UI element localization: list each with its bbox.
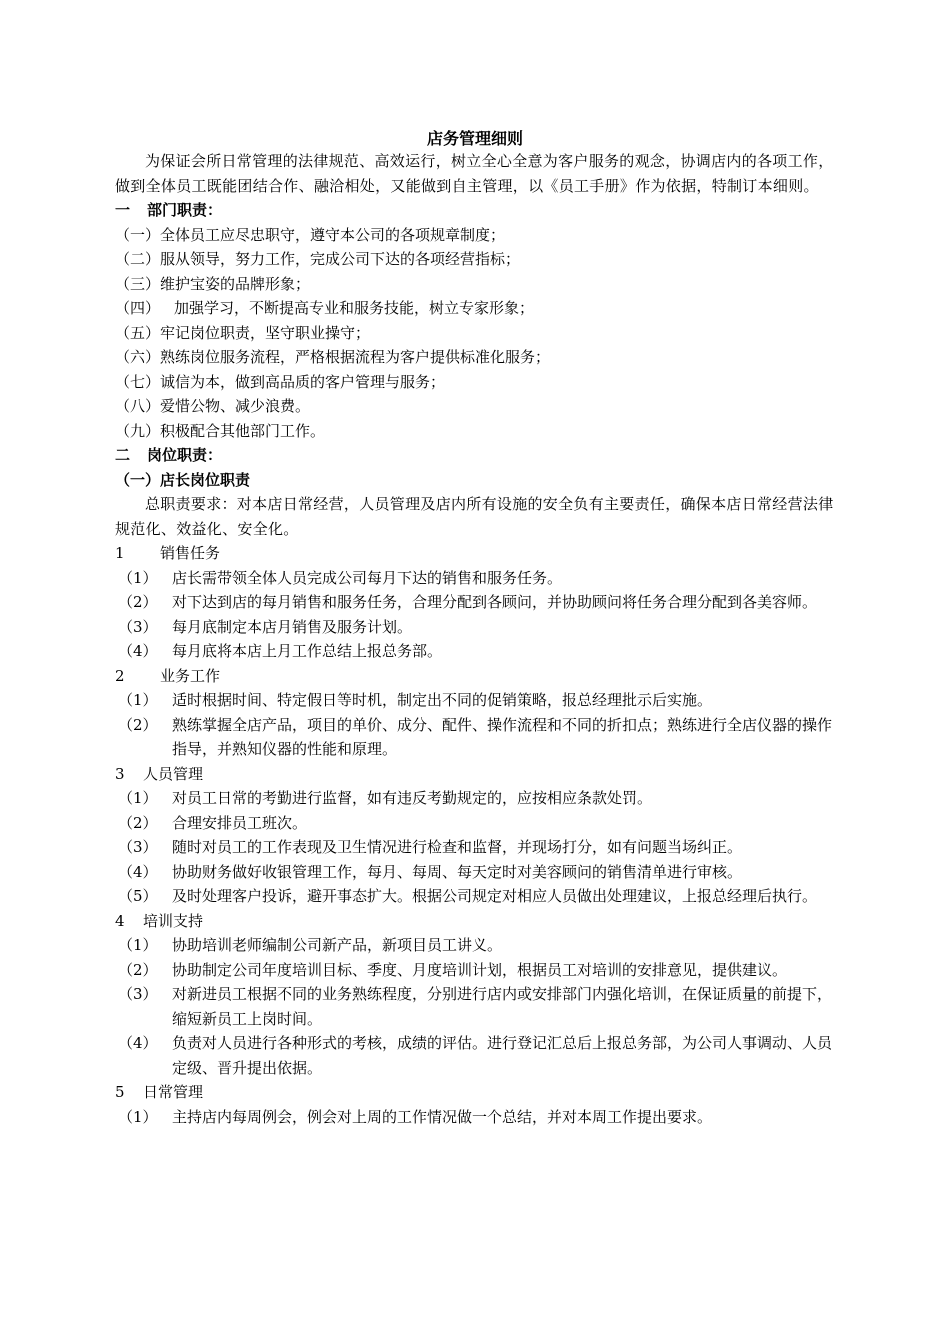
category-number: 2 [115,666,125,685]
numbered-item [115,566,841,591]
numbered-item-text: 每月底制定本店月销售及服务计划。 [172,617,413,636]
category-number: 5 [115,1083,125,1101]
numbered-item [115,590,841,615]
numbered-item [115,958,841,983]
category-number: 4 [115,911,125,930]
category-number: 3 [115,764,125,783]
section-1-items [115,223,841,444]
list-item-text: 爱惜公物、减少浪费。 [160,397,311,415]
numbered-item-label: （4） [118,862,158,881]
document-body [115,149,841,1129]
list-item [115,247,841,272]
list-item-text: 全体员工应尽忠职守，遵守本公司的各项规章制度； [160,225,506,244]
numbered-item-label: （1） [118,936,158,954]
list-item [115,321,841,346]
numbered-item [115,835,841,860]
list-item-text: 诚信为本，做到高品质的客户管理与服务； [160,372,446,391]
list-item [115,272,841,297]
category-title: 业务工作 [160,666,221,685]
section-1-number: 一 [115,201,131,219]
numbered-item-label: （1） [118,789,158,807]
list-item-label: （二） [115,250,161,268]
list-item-label: （五） [115,323,161,342]
numbered-item-text: 适时根据时间、特定假日等时机，制定出不同的促销策略，报总经理批示后实施。 [172,691,713,709]
numbered-item-text: 对新进员工根据不同的业务熟练程度，分别进行店内或安排部门内强化培训，在保证质量的前提下，缩短新员工上岗时间。 [172,985,833,1028]
list-item-label: （九） [115,421,161,440]
section-2-heading [115,443,841,468]
category-heading [115,1080,841,1105]
numbered-item [115,982,841,1031]
numbered-item-label: （5） [118,887,158,905]
numbered-item [115,933,841,958]
numbered-item-text: 熟练掌握全店产品，项目的单价、成分、配件、操作流程和不同的折扣点；熟练进行全店仪器的操作指导，并熟知仪器的性能和原理。 [172,715,833,758]
numbered-item [115,860,841,885]
numbered-item-text: 店长需带领全体人员完成公司每月下达的销售和服务任务。 [172,568,563,587]
list-item-label: （六） [115,348,161,366]
category-heading [115,909,841,934]
numbered-item-label: （2） [118,960,158,979]
numbered-item [115,615,841,640]
numbered-item-label: （3） [118,985,158,1003]
numbered-item-text: 主持店内每周例会，例会对上周的工作情况做一个总结，并对本周工作提出要求。 [172,1107,713,1126]
numbered-item-text: 对下达到店的每月销售和服务任务，合理分配到各顾问，并协助顾问将任务合理分配到各美容师。 [172,593,818,611]
numbered-item-text: 每月底将本店上月工作总结上报总务部。 [172,642,443,660]
list-item-label: （四） [115,299,161,317]
section-2-categories [115,541,841,1129]
list-item [115,345,841,370]
numbered-item-label: （2） [118,593,158,611]
numbered-item-text: 对员工日常的考勤进行监督，如有违反考勤规定的，应按相应条款处罚。 [172,789,653,807]
numbered-item-label: （1） [118,1107,158,1126]
list-item [115,419,841,444]
numbered-item [115,1031,841,1080]
category-heading [115,762,841,787]
list-item-label: （一） [115,225,161,244]
list-item [115,296,841,321]
numbered-item-label: （1） [118,568,158,587]
list-item-text: 牢记岗位职责，坚守职业操守； [160,323,371,342]
numbered-item-text: 协助财务做好收银管理工作，每月、每周、每天定时对美容顾问的销售清单进行审核。 [172,862,743,881]
numbered-item-text: 随时对员工的工作表现及卫生情况进行检查和监督，并现场打分，如有问题当场纠正。 [172,838,743,856]
list-item [115,223,841,248]
category-heading [115,664,841,689]
list-item [115,370,841,395]
numbered-item [115,713,841,762]
numbered-item [115,811,841,836]
numbered-item-label: （4） [118,1034,158,1052]
list-item-label: （三） [115,274,161,293]
numbered-item [115,786,841,811]
list-item-text: 加强学习，不断提高专业和服务技能，树立专家形象； [174,299,535,317]
numbered-item [115,639,841,664]
list-item-text: 积极配合其他部门工作。 [160,421,326,440]
numbered-item-label: （3） [118,617,158,636]
list-item-label: （七） [115,372,161,391]
subsection-title: （一）店长岗位职责 [115,470,251,489]
numbered-item-text: 合理安排员工班次。 [172,813,308,832]
numbered-item-label: （1） [118,691,158,709]
section-2-number: 二 [115,446,131,464]
numbered-item-label: （2） [118,813,158,832]
numbered-item-text: 协助制定公司年度培训目标、季度、月度培训计划，根据员工对培训的安排意见，提供建议。 [172,960,788,979]
intro-paragraph: 为保证会所日常管理的法律规范、高效运行，树立全心全意为客户服务的观念，协调店内的各项工作，做到全体员工既能团结合作、融洽相处，又能做到自主管理，以《员工手册》作为依据，特制订本细则。 [115,152,834,195]
section-1-title: 部门职责： [147,201,223,219]
category-title: 培训支持 [143,911,204,930]
list-item-text: 服从领导，努力工作，完成公司下达的各项经营指标； [160,250,521,268]
numbered-item-text: 负责对人员进行各种形式的考核，成绩的评估。进行登记汇总后上报总务部，为公司人事调动、人员定级、晋升提出依据。 [172,1034,833,1077]
category-title: 日常管理 [143,1083,204,1101]
list-item-text: 熟练岗位服务流程，严格根据流程为客户提供标准化服务； [160,348,551,366]
category-number: 1 [115,544,125,562]
numbered-item [115,884,841,909]
list-item [115,394,841,419]
numbered-item-label: （2） [118,715,158,734]
numbered-item-text: 协助培训老师编制公司新产品，新项目员工讲义。 [172,936,503,954]
numbered-item [115,1105,841,1130]
numbered-item-label: （4） [118,642,158,660]
document-title: 店务管理细则 [426,129,523,148]
list-item-text: 维护宝姿的品牌形象； [160,274,311,293]
category-heading [115,541,841,566]
category-title: 销售任务 [160,544,221,562]
category-title: 人员管理 [143,764,204,783]
section-1-heading [115,198,841,223]
section-2-title: 岗位职责： [147,446,223,464]
list-item-label: （八） [115,397,161,415]
summary-paragraph: 总职责要求：对本店日常经营，人员管理及店内所有设施的安全负有主要责任，确保本店日常经营法律规范化、效益化、安全化。 [115,495,834,538]
numbered-item-label: （3） [118,838,158,856]
numbered-item-text: 及时处理客户投诉，避开事态扩大。根据公司规定对相应人员做出处理建议，上报总经理后执行。 [172,887,818,905]
numbered-item [115,688,841,713]
